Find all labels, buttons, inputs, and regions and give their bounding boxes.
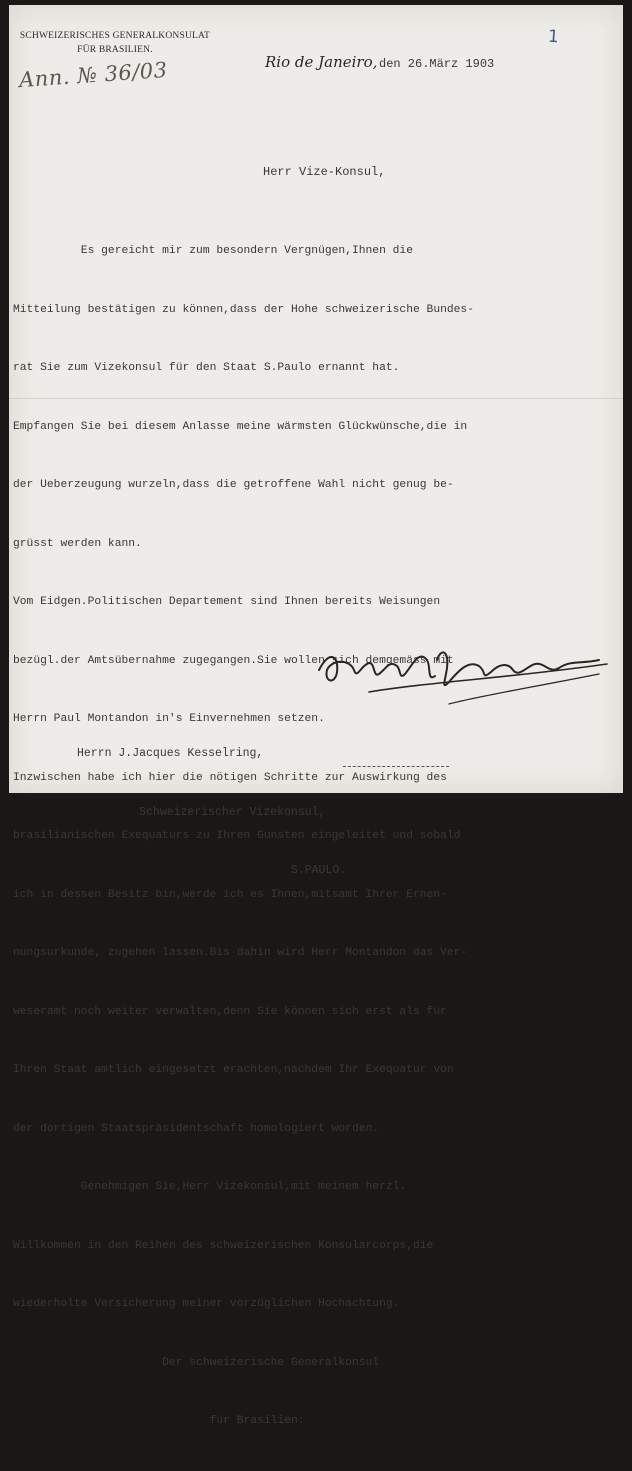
- body-line: Ihren Staat amtlich eingesetzt erachten,nachdem Ihr Exequatur von: [13, 1064, 454, 1076]
- file-reference-mark: Ann. № 36/03: [18, 57, 169, 93]
- body-line: Inzwischen habe ich hier die nötigen Schritte zur Auswirkung des: [13, 771, 447, 784]
- body-line: Der schweizerische Generalkonsul: [13, 1356, 380, 1369]
- salutation: Herr Vize-Konsul,: [263, 165, 386, 179]
- body-line: Vom Eidgen.Politischen Departement sind Ihnen bereits Weisungen: [13, 596, 441, 608]
- body-line: der dortigen Staatspräsidentschaft homologiert worden.: [13, 1122, 380, 1135]
- body-line: Empfangen Sie bei diesem Anlasse meine wärmsten Glückwünsche,die in: [13, 420, 468, 433]
- signature-text: Aug. H. Wagner: [309, 630, 318, 631]
- body-line: der Ueberzeugung wurzeln,dass die getroffene Wahl nicht genug be-: [13, 479, 454, 491]
- letter-date: den 26.März 1903: [379, 57, 495, 71]
- letterhead-line-1: SCHWEIZERISCHES GENERALKONSULAT: [19, 31, 211, 41]
- body-line: wiederholte Versicherung meiner vorzüglichen Hochachtung.: [13, 1298, 400, 1310]
- body-line: Mitteilung bestätigen zu können,dass der Hohe schweizerische Bundes-: [13, 303, 474, 316]
- place-of-writing: Rio de Janeiro,: [265, 53, 378, 71]
- body-line: Willkommen in den Reihen des schweizerischen Konsularcorps,die: [13, 1239, 434, 1252]
- body-line: Genehmigen Sie,Herr Vizekonsul,mit meinem herzl.: [13, 1181, 407, 1193]
- body-line: Es gereicht mir zum besondern Vergnügen,Ihnen die: [13, 245, 413, 257]
- body-line: bezügl.der Amtsübernahme zugegangen.Sie wollen sich demgemäss mit: [13, 654, 454, 667]
- addressee-block: [77, 705, 346, 920]
- folio-number: 1: [547, 26, 560, 48]
- city-underline: [343, 766, 449, 767]
- body-line: für Brasilien:: [13, 1415, 305, 1427]
- letterhead-line-2: FÜR BRASILIEN.: [77, 45, 153, 55]
- letter-page: [9, 5, 623, 1427]
- body-line: brasilianischen Exequaturs zu Ihren Gunsten eingeleitet und sobald: [13, 830, 461, 842]
- body-line: grüsst werden kann.: [13, 537, 142, 550]
- body-line: Herrn Paul Montandon in's Einvernehmen setzen.: [13, 713, 325, 725]
- body-line: rat Sie zum Vizekonsul für den Staat S.Paulo ernannt hat.: [13, 362, 400, 374]
- addressee-title: Schweizerischer Vizekonsul,: [77, 805, 326, 819]
- addressee-name: Herrn J.Jacques Kesselring,: [77, 747, 264, 760]
- handwritten-signature: [309, 630, 609, 715]
- body-line: nungsurkunde, zugehen lassen.Bis dahin wird Herr Montandon das Ver-: [13, 947, 468, 959]
- addressee-city: S.PAULO.: [77, 864, 347, 877]
- letterhead: [17, 29, 213, 57]
- body-line: weseramt noch weiter verwalten,denn Sie können sich erst als für: [13, 1005, 447, 1018]
- body-line: ich in dessen Besitz bin,werde ich es Ihnen,mitsamt Ihrer Ernen-: [13, 888, 447, 901]
